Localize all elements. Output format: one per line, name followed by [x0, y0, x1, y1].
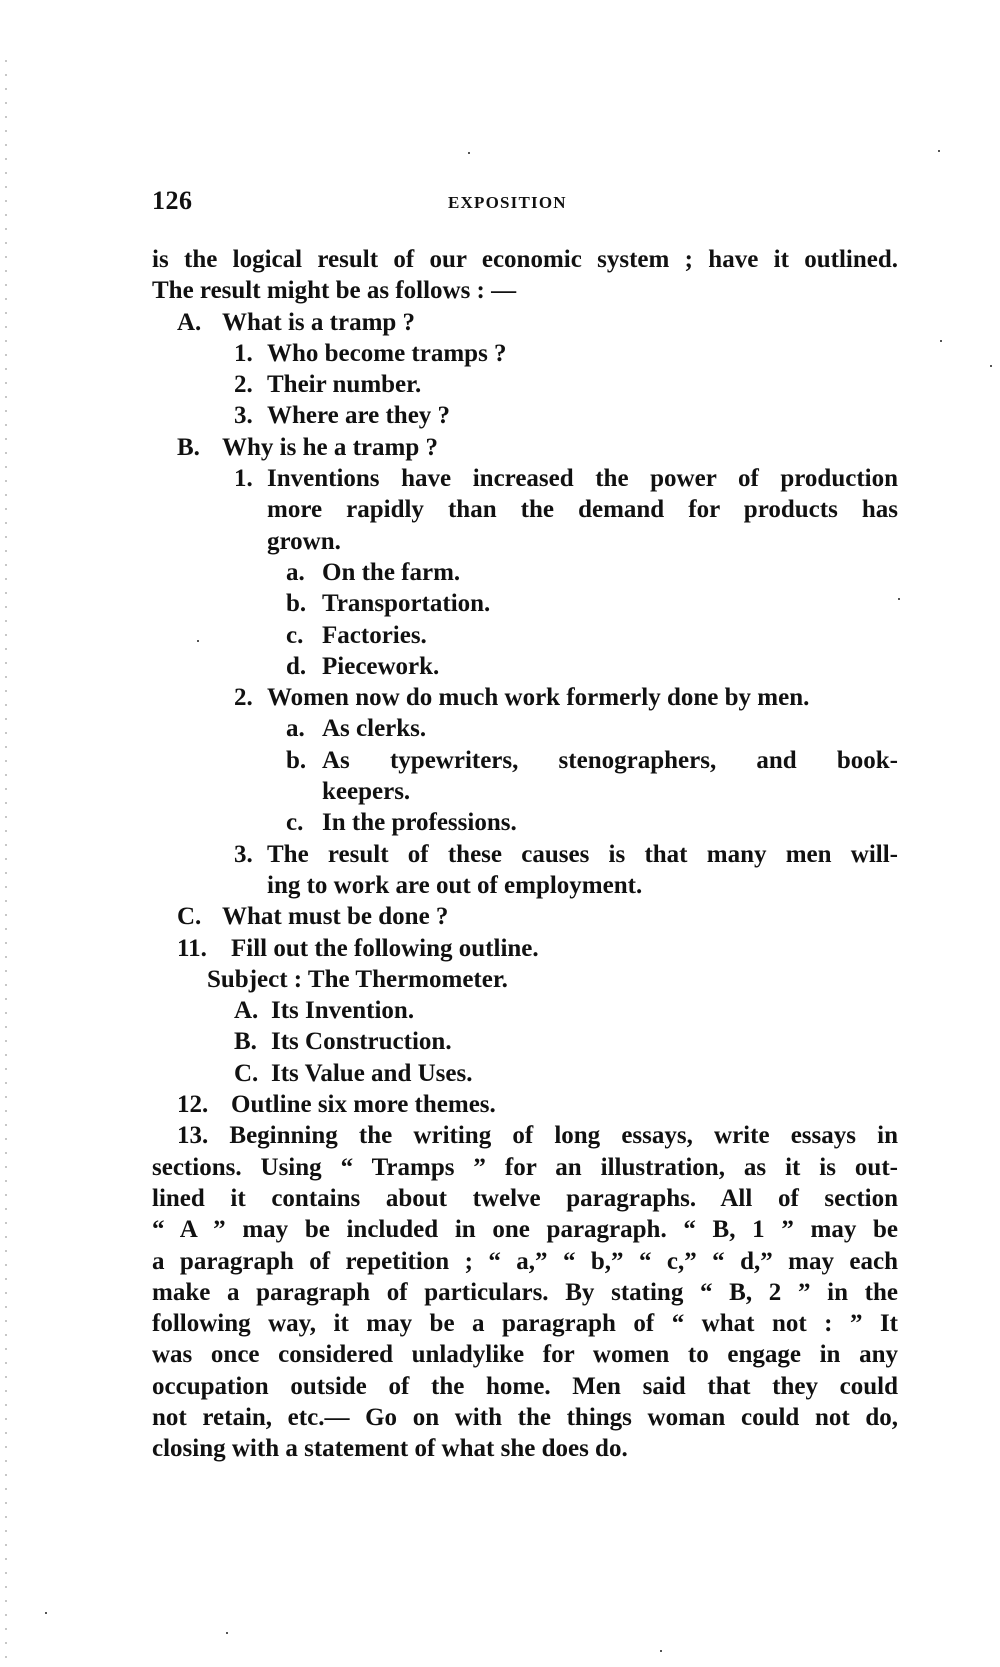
outline-text: What must be done ?: [222, 903, 449, 931]
outline-label: a.: [286, 558, 305, 586]
scan-speck: [468, 152, 470, 154]
scan-speck: [898, 598, 900, 600]
paragraph-line: was once considered unladylike for women to engage in any: [152, 1341, 898, 1369]
outline-label: C.: [177, 903, 202, 931]
outline-label: d.: [286, 652, 307, 680]
outline-item-B-1-b: [152, 588, 898, 619]
outline-label: c.: [286, 621, 304, 649]
outline-text-line-3: grown.: [267, 527, 341, 555]
outline-text: Its Value and Uses.: [271, 1059, 473, 1087]
exercise-number: 12.: [177, 1091, 209, 1119]
scan-speck: [938, 150, 940, 152]
outline-text-line-2: ing to work are out of employment.: [267, 871, 643, 899]
outline-text: Factories.: [322, 621, 427, 649]
outline-item-B-2-c: [152, 807, 898, 838]
outline-item-A-1: [152, 338, 898, 369]
outline-item-B-1-a: [152, 557, 898, 588]
paragraph-line: sections. Using “ Tramps ” for an illustration, as it is out-: [152, 1153, 898, 1181]
outline-text: Where are they ?: [267, 402, 451, 430]
outline-text: Women now do much work formerly done by men.: [267, 684, 810, 712]
outline-text: Piecework.: [322, 652, 440, 680]
running-head-title: EXPOSITION: [448, 193, 567, 212]
paragraph-line: occupation outside of the home. Men said that they could: [152, 1372, 898, 1400]
outline-label: 2.: [234, 684, 253, 712]
outline-text-line-1: Inventions have increased the power of production: [267, 465, 898, 493]
exercise-11-item-C: [152, 1058, 898, 1089]
outline-text: In the professions.: [322, 809, 517, 837]
outline-text: On the farm.: [322, 558, 461, 586]
scan-speck: [45, 1612, 47, 1614]
outline-text: Transportation.: [322, 590, 491, 618]
outline-text: Why is he a tramp ?: [222, 433, 438, 461]
outline-label: b.: [286, 746, 307, 774]
outline-text-line-2: keepers.: [322, 778, 411, 806]
outline-text-line-1: The result of these causes is that many men will-: [267, 840, 898, 868]
paragraph-line: not retain, etc.— Go on with the things woman could not do,: [152, 1403, 898, 1431]
outline-text-line-2: more rapidly than the demand for products has: [267, 496, 898, 524]
intro-line-2: The result might be as follows : —: [152, 277, 517, 305]
outline-label: B.: [177, 433, 200, 461]
outline-label: 1.: [234, 339, 253, 367]
outline-text: Who become tramps ?: [267, 339, 507, 367]
page-number: 126: [152, 186, 193, 215]
outline-text: Their number.: [267, 371, 422, 399]
outline-label: 3.: [234, 402, 253, 430]
exercise-12: [152, 1089, 898, 1120]
exercise-13-paragraph: [152, 1120, 898, 1464]
outline-item-B-1: [152, 463, 898, 557]
outline-item-B-2-a: [152, 713, 898, 744]
outline-text: [322, 745, 898, 808]
outline-label: A.: [234, 997, 259, 1025]
outline-label: 3.: [234, 840, 253, 868]
outline-item-B-2-b: [152, 745, 898, 808]
outline-text: [267, 463, 898, 557]
outline-text: [267, 839, 898, 902]
outline-item-A-3: [152, 400, 898, 431]
exercise-text: Fill out the following outline.: [231, 934, 539, 962]
paragraph-line: closing with a statement of what she does do.: [152, 1435, 628, 1463]
exercise-number: 11.: [177, 934, 207, 962]
outline-label: a.: [286, 715, 305, 743]
paragraph-line: “ A ” may be included in one paragraph. “ B, 1 ” may be: [152, 1216, 898, 1244]
outline-label: 2.: [234, 371, 253, 399]
outline-item-B-2: [152, 682, 898, 713]
outline-item-C: [152, 901, 898, 932]
exercise-11-item-A: [152, 995, 898, 1026]
scan-speck: [226, 1632, 228, 1634]
exercise-11-item-B: [152, 1026, 898, 1057]
running-head: [152, 186, 898, 226]
book-page: [152, 186, 898, 1465]
scan-speck: [197, 640, 199, 642]
intro-line-1: is the logical result of our economic system ; have it outlined.: [152, 246, 898, 273]
paragraph-line: 13. Beginning the writing of long essays, write essays in: [177, 1122, 898, 1150]
outline-label: b.: [286, 590, 307, 618]
outline-label: A.: [177, 308, 202, 336]
scan-speck: [940, 340, 942, 342]
outline-item-A-2: [152, 369, 898, 400]
exercise-11-subject: Subject : The Thermometer.: [207, 965, 508, 993]
outline-text: What is a tramp ?: [222, 308, 416, 336]
outline-label: C.: [234, 1059, 259, 1087]
paragraph-line: make a paragraph of particulars. By stating “ B, 2 ” in the: [152, 1278, 898, 1306]
paragraph-line: a paragraph of repetition ; “ a,” “ b,” “ c,” “ d,” may each: [152, 1247, 898, 1275]
page-body: [152, 244, 898, 1465]
outline-text: Its Construction.: [271, 1028, 452, 1056]
scan-edge-artifact: [5, 60, 7, 1660]
paragraph-line: following way, it may be a paragraph of “ what not : ” It: [152, 1310, 898, 1338]
outline-label: B.: [234, 1028, 257, 1056]
outline-text: As clerks.: [322, 715, 427, 743]
outline-text-line-1: As typewriters, stenographers, and book-: [322, 746, 898, 774]
exercise-text: Outline six more themes.: [231, 1091, 496, 1119]
outline-label: 1.: [234, 465, 253, 493]
exercise-11: [152, 933, 898, 964]
outline-item-B: [152, 432, 898, 463]
outline-item-B-1-d: [152, 651, 898, 682]
outline-text: Its Invention.: [271, 997, 415, 1025]
scan-speck: [990, 365, 992, 367]
outline-item-A: [152, 307, 898, 338]
outline-label: c.: [286, 809, 304, 837]
paragraph-line: lined it contains about twelve paragraphs. All of section: [152, 1184, 898, 1212]
outline-item-B-3: [152, 839, 898, 902]
scan-speck: [660, 1650, 662, 1652]
outline-item-B-1-c: [152, 620, 898, 651]
